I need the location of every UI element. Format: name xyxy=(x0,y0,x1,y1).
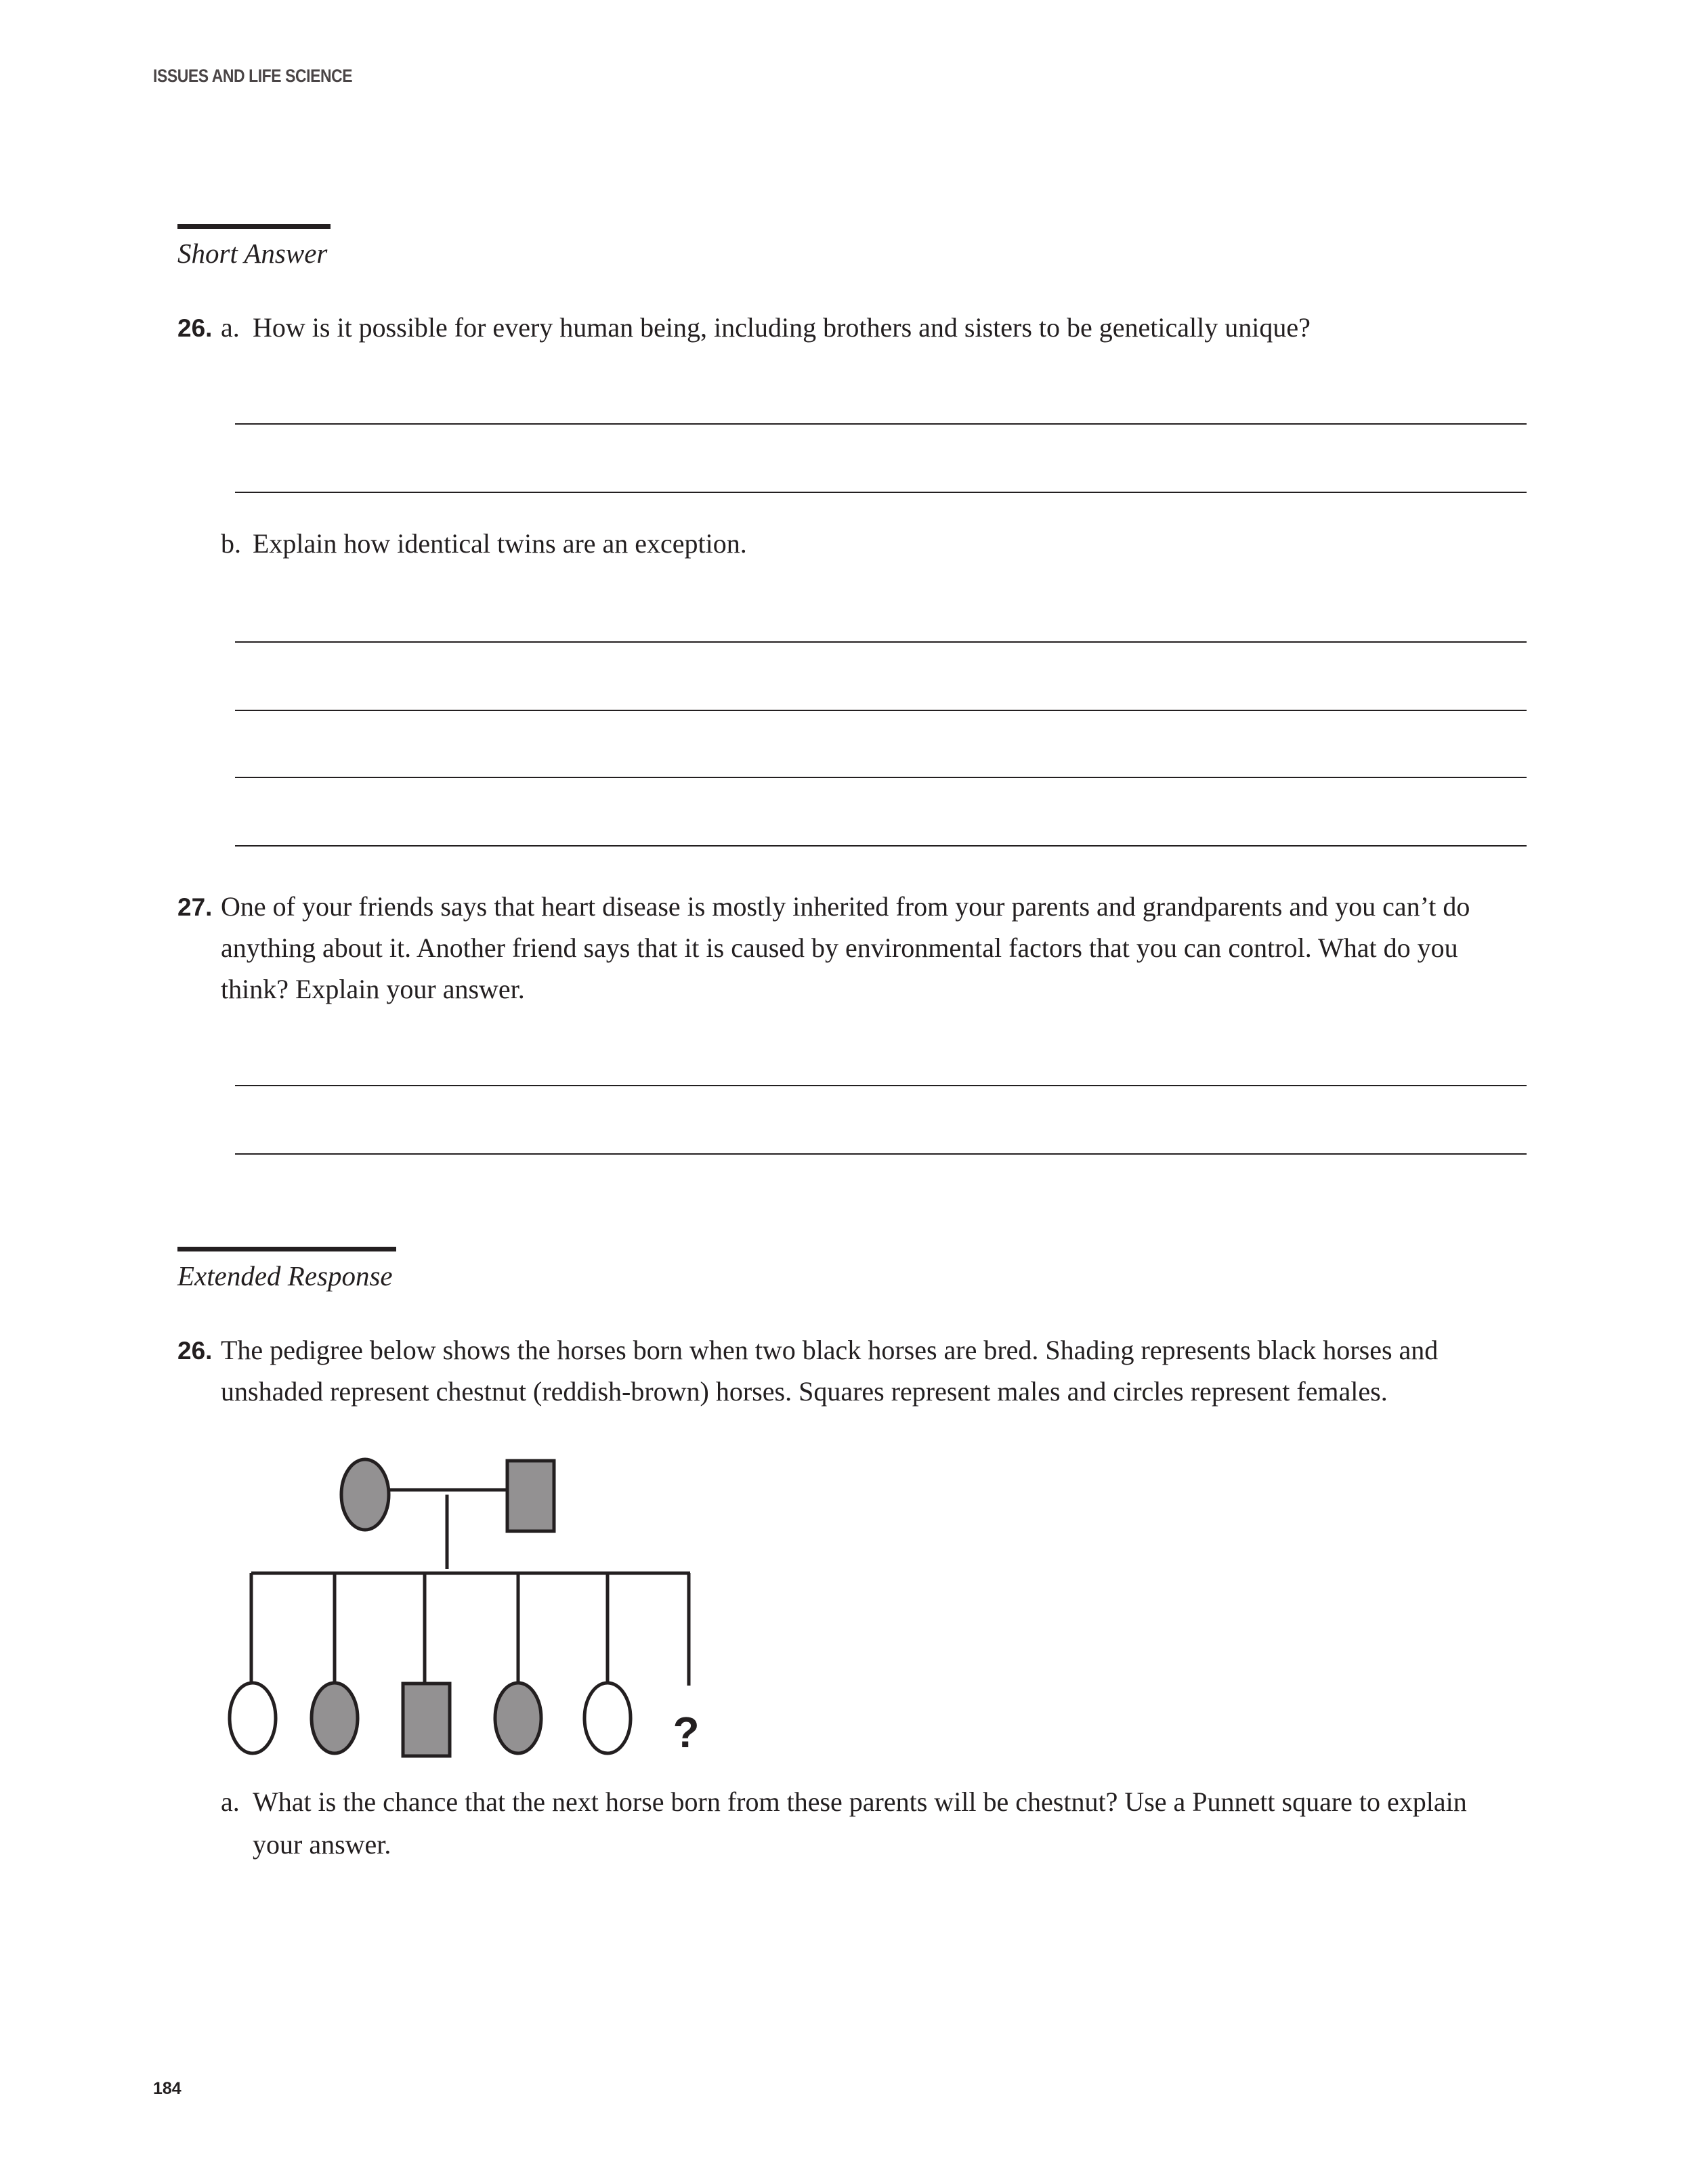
answer-line[interactable] xyxy=(235,1085,1527,1086)
extended-part-a-row xyxy=(177,1781,1467,1822)
answer-line[interactable] xyxy=(235,710,1527,711)
question-26a-row xyxy=(177,307,1311,348)
question-text-line: The pedigree below shows the horses born when two black horses are bred. Shading represents black horses and xyxy=(221,1335,1439,1365)
question-text: How is it possible for every human being, including brothers and sisters to be genetically unique? xyxy=(253,312,1311,343)
answer-line[interactable] xyxy=(235,492,1527,493)
question-number: 26. xyxy=(177,1337,213,1365)
question-text-line: unshaded represent chestnut (reddish-brown) horses. Squares represent males and circles represent females. xyxy=(221,1376,1388,1407)
section-rule xyxy=(177,1247,396,1251)
question-26b-row xyxy=(177,523,747,564)
question-text-line: One of your friends says that heart disease is mostly inherited from your parents and grandparents and you can’t do xyxy=(221,891,1470,922)
question-27-row xyxy=(177,968,525,1010)
question-number: 26. xyxy=(177,314,213,342)
page-number: 184 xyxy=(153,2079,182,2098)
section-title-extended-response: Extended Response xyxy=(177,1260,393,1291)
offspring-female-unshaded xyxy=(584,1683,631,1753)
answer-line[interactable] xyxy=(235,777,1527,778)
answer-line[interactable] xyxy=(235,1153,1527,1155)
offspring-female-shaded xyxy=(495,1683,541,1753)
question-text-line: your answer. xyxy=(253,1829,391,1860)
pedigree-chart xyxy=(224,1449,711,1768)
extended-question-row xyxy=(177,1371,1388,1412)
question-text: Explain how identical twins are an exception. xyxy=(253,528,747,559)
answer-line[interactable] xyxy=(235,641,1527,643)
offspring-male-shaded xyxy=(403,1684,450,1756)
question-text-line: anything about it. Another friend says that it is caused by environmental factors that you can control. What do you xyxy=(221,933,1458,963)
part-label: a. xyxy=(221,312,240,343)
question-27-row xyxy=(177,886,1470,927)
running-header: ISSUES AND LIFE SCIENCE xyxy=(153,66,353,86)
parent-female-shaded xyxy=(341,1459,389,1530)
extended-part-a-row xyxy=(177,1824,391,1865)
offspring-female-shaded xyxy=(312,1683,358,1753)
extended-question-row xyxy=(177,1329,1438,1371)
parent-male-shaded xyxy=(507,1461,554,1531)
answer-line[interactable] xyxy=(235,423,1527,425)
part-label: b. xyxy=(221,528,241,559)
section-rule xyxy=(177,224,331,229)
question-27-row xyxy=(177,927,1458,968)
question-text-line: think? Explain your answer. xyxy=(221,974,525,1004)
part-label: a. xyxy=(221,1786,240,1817)
section-title-short-answer: Short Answer xyxy=(177,238,328,269)
offspring-female-unshaded xyxy=(230,1683,276,1753)
answer-line[interactable] xyxy=(235,845,1527,847)
question-text-line: What is the chance that the next horse born from these parents will be chestnut? Use a Punnett square to explain xyxy=(253,1786,1467,1817)
unknown-offspring-label: ? xyxy=(673,1708,700,1757)
question-number: 27. xyxy=(177,893,213,921)
